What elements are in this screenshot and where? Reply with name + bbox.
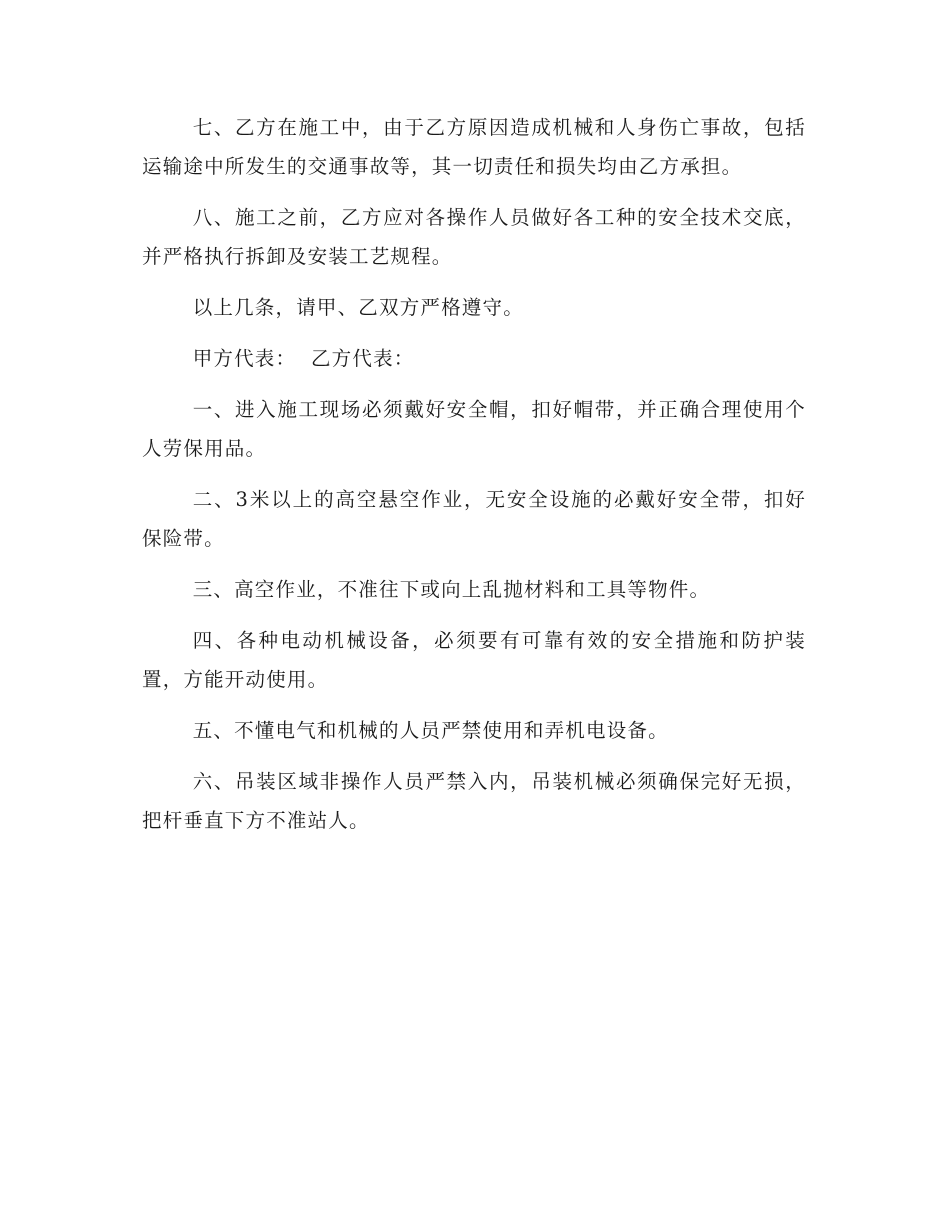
document-body (142, 108, 806, 852)
paragraph-rule-6: 六、吊装区域非操作人员严禁入内，吊装机械必须确保完好无损，把杆垂直下方不准站人。 (142, 770, 806, 832)
paragraph-clause-8: 八、施工之前，乙方应对各操作人员做好各工种的安全技术交底，并严格执行拆卸及安装工艺规程。 (142, 206, 806, 268)
paragraph-rule-4: 四、各种电动机械设备，必须要有可靠有效的安全措施和防护装置，方能开动使用。 (142, 629, 806, 691)
paragraph-rule-2: 二、3米以上的高空悬空作业，无安全设施的必戴好安全带，扣好保险带。 (142, 488, 806, 550)
paragraph-compliance-note: 以上几条，请甲、乙双方严格遵守。 (192, 296, 524, 319)
paragraph-rule-3: 三、高空作业，不准往下或向上乱抛材料和工具等物件。 (192, 578, 711, 601)
paragraph-rule-1: 一、进入施工现场必须戴好安全帽，扣好帽带，并正确合理使用个人劳保用品。 (142, 398, 806, 460)
paragraph-signature-line: 甲方代表： 乙方代表： (192, 347, 415, 370)
paragraph-rule-5: 五、不懂电气和机械的人员严禁使用和弄机电设备。 (192, 719, 669, 742)
paragraph-clause-7: 七、乙方在施工中，由于乙方原因造成机械和人身伤亡事故，包括运输途中所发生的交通事故等，其一切责任和损失均由乙方承担。 (142, 116, 806, 178)
